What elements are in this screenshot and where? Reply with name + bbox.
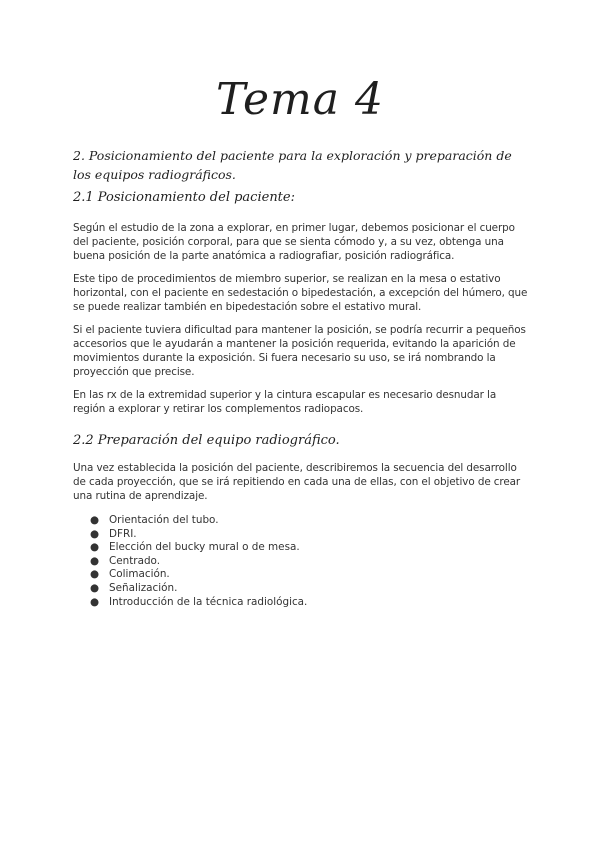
page-title: Tema 4 <box>216 74 384 125</box>
paragraph: Una vez establecida la posición del paciente, describiremos la secuencia del desarrollo de cada proyección, que se irá repitiendo en cada una de ellas, con el objetivo de crear una rutina de aprendizaje. <box>73 462 521 502</box>
bullet-icon: ● <box>90 514 100 526</box>
list-item: ● Introducción de la técnica radiológica. <box>90 595 308 608</box>
list-item: ● DFRI. <box>90 527 137 540</box>
paragraph: Según el estudio de la zona a explorar, en primer lugar, debemos posicionar el cuerpo del paciente, posición corporal, para que se sienta cómodo y, a su vez, obtenga una buena posición de la parte anatómica a radiografiar, posición radiográfica. <box>73 222 515 262</box>
bullet-icon: ● <box>90 568 100 581</box>
list-item: ● Centrado. <box>90 554 161 567</box>
section-heading: 2. Posicionamiento del paciente para la exploración y preparación de los equipos radiográficos. <box>73 148 512 182</box>
list-item: ● Señalización. <box>90 581 178 594</box>
steps-list <box>73 514 473 609</box>
paragraph: Si el paciente tuviera dificultad para mantener la posición, se podría recurrir a pequeños accesorios que le ayudarán a mantener la posición requerida, evitando la aparición de movimientos durante la exposición. Si fuera necesario su uso, se irá nombrando la proyección que precise. <box>73 324 526 378</box>
bullet-icon: ● <box>90 541 100 554</box>
bullet-icon: ● <box>90 581 100 594</box>
paragraph: Este tipo de procedimientos de miembro superior, se realizan en la mesa o estativo horizontal, con el paciente en sedestación o bipedestación, a excepción del húmero, que se puede realizar también en bipedestación sobre el estativo mural. <box>73 273 528 313</box>
bullet-icon: ● <box>90 595 100 608</box>
subsection-heading-equipment: 2.2 Preparación del equipo radiográfico. <box>73 433 340 448</box>
subsection-heading-positioning: 2.1 Posicionamiento del paciente: <box>73 190 295 205</box>
paragraph: En las rx de la extremidad superior y la cintura escapular es necesario desnudar la región a explorar y retirar los complementos radiopacos. <box>73 389 497 415</box>
list-item: ● Elección del bucky mural o de mesa. <box>90 541 300 554</box>
bullet-icon: ● <box>90 554 100 567</box>
bullet-icon: ● <box>90 527 100 540</box>
list-item: ● Colimación. <box>90 568 170 581</box>
list-item: ● Orientación del tubo. <box>90 514 219 526</box>
